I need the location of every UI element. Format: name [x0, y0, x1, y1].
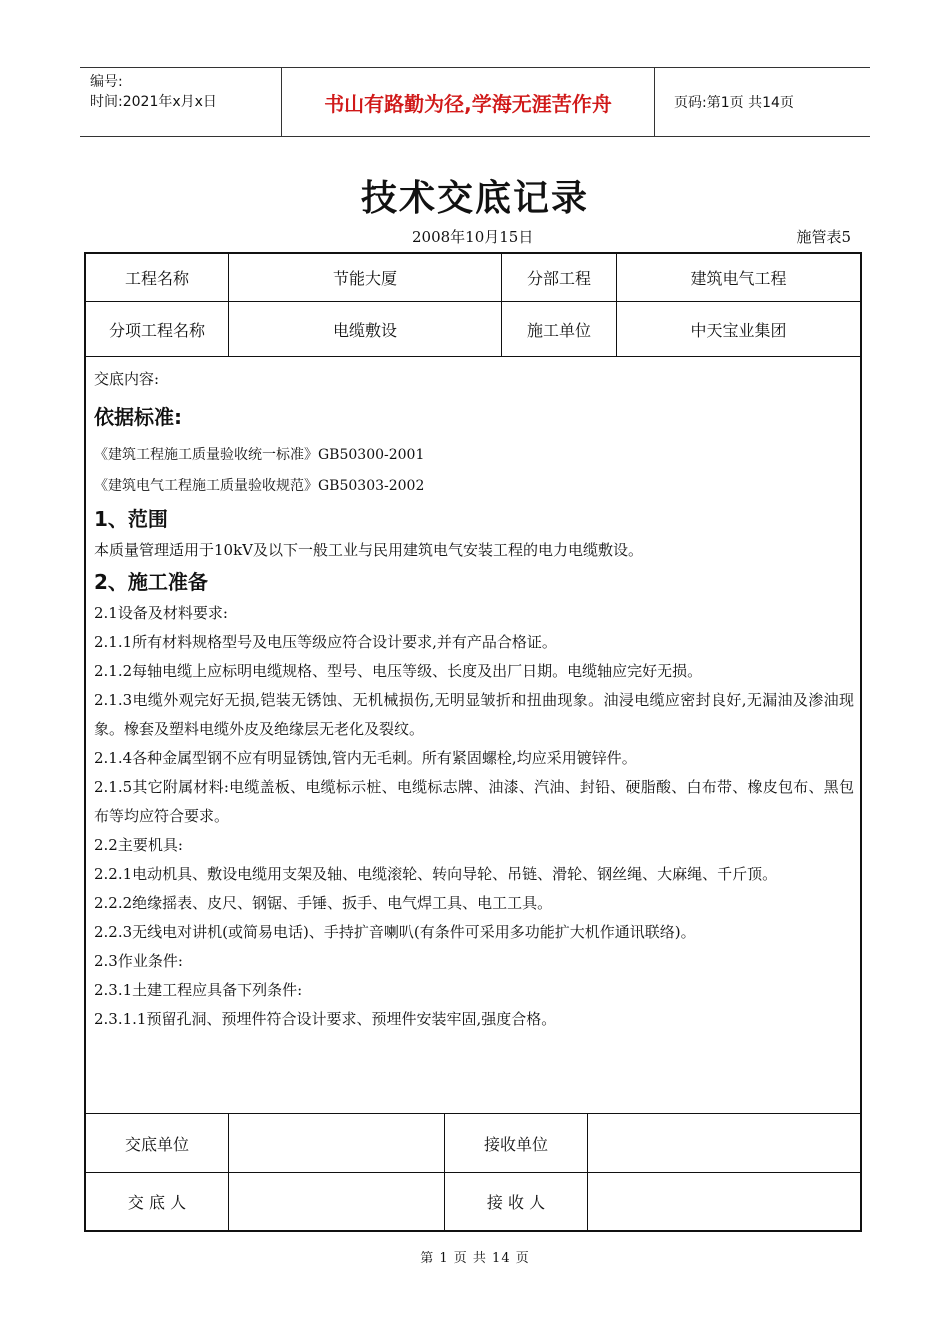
- scope-heading: 1、范围: [94, 507, 168, 531]
- prep-item: 2.3作业条件:: [94, 952, 183, 970]
- prep-item: 2.2.1电动机具、敷设电缆用支架及轴、电缆滚轮、转向导轮、吊链、滑轮、钢丝绳、大麻绳、千斤顶。: [94, 865, 778, 883]
- standard-item: 《建筑工程施工质量验收统一标准》GB50300-2001: [94, 447, 425, 463]
- document-title: 技术交底记录: [360, 178, 589, 219]
- serial-label: 编号:: [90, 74, 123, 90]
- standards-list: [94, 440, 854, 502]
- basis-heading: 依据标准:: [94, 405, 182, 429]
- standard-item: 《建筑电气工程施工质量验收规范》GB50303-2002: [94, 478, 425, 494]
- contractor-label: 施工单位: [526, 320, 591, 340]
- project-name-value: 节能大厦: [332, 269, 397, 288]
- division-label: 分部工程: [526, 269, 591, 288]
- document-date: 2008年10月15日: [412, 228, 534, 246]
- issuer-unit-value[interactable]: [229, 1114, 444, 1172]
- project-name-label: 工程名称: [124, 269, 189, 288]
- issuer-person-label: 交 底 人: [127, 1193, 187, 1212]
- prep-item: 2.1.2每轴电缆上应标明电缆规格、型号、电压等级、长度及出厂日期。电缆轴应完好无损。: [94, 662, 703, 680]
- record-table: [84, 252, 862, 1232]
- prep-heading: 2、施工准备: [94, 570, 208, 594]
- form-number: 施管表5: [796, 228, 851, 246]
- contractor-value: 中天宝业集团: [690, 320, 787, 340]
- time-label: 时间:2021年x月x日: [90, 94, 217, 110]
- header-page-code: [664, 68, 870, 136]
- prep-item: 2.2.2绝缘摇表、皮尺、钢锯、手锤、扳手、电气焊工具、电工工具。: [94, 894, 553, 912]
- header-band: [80, 67, 870, 137]
- receiver-person-value[interactable]: [588, 1173, 860, 1230]
- row-divider: [86, 356, 860, 357]
- subitem-value: 电缆敷设: [332, 320, 397, 340]
- scope-text: 本质量管理适用于10kV及以下一般工业与民用建筑电气安装工程的电力电缆敷设。: [94, 541, 644, 559]
- receiver-person-label: 接 收 人: [486, 1193, 546, 1212]
- prep-item: 2.1.3电缆外观完好无损,铠装无锈蚀、无机械损伤,无明显皱折和扭曲现象。油浸电缆应密封良好,无漏油及渗油现象。橡套及塑料电缆外皮及绝缘层无老化及裂纹。: [94, 691, 854, 738]
- receiver-unit-label: 接收单位: [483, 1134, 548, 1154]
- page-code-text: 页码:第1页 共14页: [674, 95, 794, 111]
- content-label: 交底内容:: [94, 370, 160, 388]
- prep-item: 2.2主要机具:: [94, 836, 183, 854]
- receiver-unit-value[interactable]: [588, 1114, 860, 1172]
- prep-item: 2.1.5其它附属材料:电缆盖板、电缆标示桩、电缆标志牌、油漆、汽油、封铅、硬脂酸、白布带、橡皮包布、黑包布等均应符合要求。: [94, 778, 854, 825]
- page-footer: 第 1 页 共 14 页: [420, 1251, 530, 1266]
- issuer-person-value[interactable]: [229, 1173, 444, 1230]
- header-meta: [80, 68, 280, 136]
- prep-item: 2.3.1土建工程应具备下列条件:: [94, 981, 303, 999]
- prep-item: 2.3.1.1预留孔洞、预埋件符合设计要求、预埋件安装牢固,强度合格。: [94, 1010, 557, 1028]
- disclosure-content: [94, 366, 854, 1034]
- issuer-unit-label: 交底单位: [124, 1134, 189, 1154]
- division-value: 建筑电气工程: [690, 269, 787, 288]
- prep-item: 2.1.4各种金属型钢不应有明显锈蚀,管内无毛刺。所有紧固螺栓,均应采用镀锌件。: [94, 749, 637, 767]
- prep-item: 2.1设备及材料要求:: [94, 604, 228, 622]
- header-motto: 书山有路勤为径,学海无涯苦作舟: [281, 68, 655, 136]
- subitem-label: 分项工程名称: [108, 320, 205, 340]
- prep-item: 2.1.1所有材料规格型号及电压等级应符合设计要求,并有产品合格证。: [94, 633, 557, 651]
- prep-item: 2.2.3无线电对讲机(或简易电话)、手持扩音喇叭(有条件可采用多功能扩大机作通讯联络)。: [94, 923, 696, 941]
